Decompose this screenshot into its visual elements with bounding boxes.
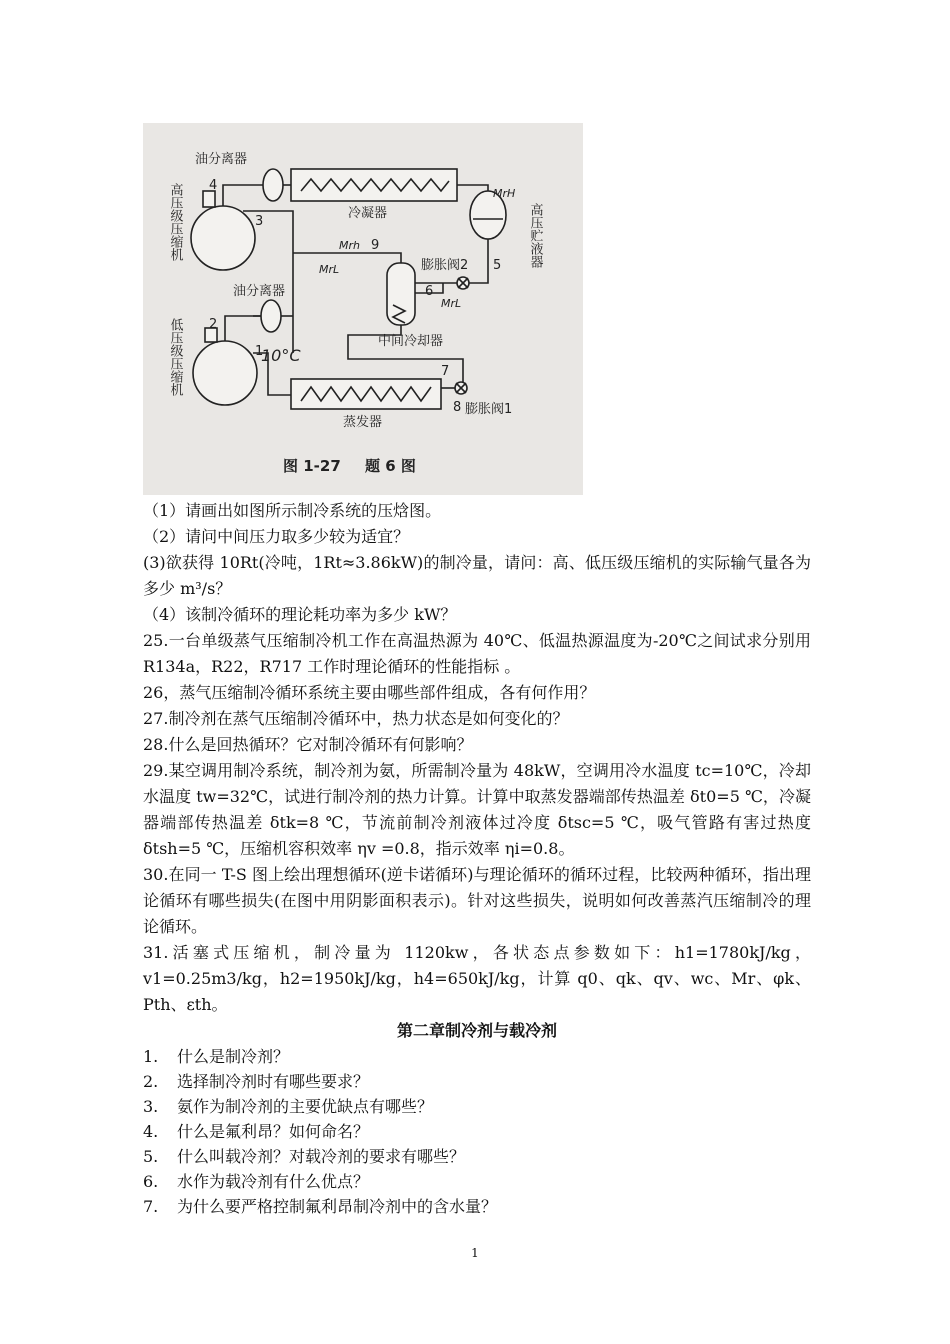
label-expansion-valve-2: 膨胀阀2	[421, 258, 469, 273]
label-oil-separator-bottom: 油分离器	[233, 284, 286, 299]
question-30: 30.在同一 T-S 图上绘出理想循环(逆卡诺循环)与理论循环的循环过程，比较两种循环，指出理论循环有哪些损失(在图中用阴影面积表示)。针对这些损失，说明如何改善蒸汽压缩制冷的理论循环。	[143, 865, 811, 936]
question-4: （4）该制冷循环的理论耗功率为多少 kW？	[143, 605, 457, 624]
list-item-number: 7.	[143, 1197, 159, 1216]
question-29: 29.某空调用制冷系统，制冷剂为氨，所需制冷量为 48kW，空调用冷水温度 tc=10℃，冷却水温度 tw=32℃，试进行制冷剂的热力计算。计算中取蒸发器端部传热温差 δt0=5 ℃，冷凝器端部传热温差 δtk=8 ℃，节流前制冷剂液体过冷度 δtsc=5 ℃，吸气管路有害过热度 δtsh=5 ℃，压缩机容积效率 ηv =0.8，指示效率 ηi=0.8。	[143, 761, 811, 858]
list-item	[143, 1169, 811, 1194]
question-2: （2）请问中间压力取多少较为适宜？	[143, 527, 410, 546]
list-item-text: 什么叫载冷剂？对载冷剂的要求有哪些？	[177, 1147, 466, 1166]
label-point-3: 3	[255, 214, 264, 229]
list-item-text: 什么是制冷剂？	[177, 1047, 290, 1066]
list-item-text: 选择制冷剂时有哪些要求？	[177, 1072, 370, 1091]
question-25: 25.一台单级蒸气压缩制冷机工作在高温热源为 40℃、低温热源温度为-20℃之间试求分别用 R134a，R22，R717 工作时理论循环的性能指标 。	[143, 631, 811, 676]
lp-compressor-shape	[193, 341, 257, 405]
label-point-6: 6	[425, 284, 434, 299]
label-point-4: 4	[209, 178, 218, 193]
list-item-number: 6.	[143, 1172, 159, 1191]
oil-separator-top-shape	[263, 169, 283, 201]
question-28: 28.什么是回热循环？它对制冷循环有何影响？	[143, 735, 473, 754]
label-mrl-a: MrL	[319, 263, 340, 276]
list-item	[143, 1069, 811, 1094]
list-item-number: 5.	[143, 1147, 159, 1166]
page-number: 1	[471, 1246, 479, 1260]
label-point-1: 1	[255, 344, 264, 359]
two-stage-refrigeration-diagram	[143, 123, 583, 495]
list-item	[143, 1144, 811, 1169]
list-item-text: 为什么要严格控制氟利昂制冷剂中的含水量？	[177, 1197, 498, 1216]
label-expansion-valve-1: 膨胀阀1	[465, 402, 513, 417]
label-evaporator: 蒸发器	[343, 415, 383, 430]
list-item	[143, 1094, 811, 1119]
list-item-text: 什么是氟利昂？如何命名？	[177, 1122, 370, 1141]
list-item-number: 2.	[143, 1072, 159, 1091]
label-receiver: 高压贮液器	[527, 203, 543, 268]
list-item-text: 水作为载冷剂有什么优点？	[177, 1172, 370, 1191]
label-point-5: 5	[493, 258, 502, 273]
label-hp-compressor: 高压级压缩机	[167, 183, 183, 261]
question-26: 26，蒸气压缩制冷循环系统主要由哪些部件组成，各有何作用？	[143, 683, 596, 702]
label-point-8: 8	[453, 400, 462, 415]
label-mrh-top: MrH	[493, 187, 516, 200]
label-mrh: Mrh	[339, 239, 360, 252]
chapter-2-title: 第二章制冷剂与载冷剂	[396, 1021, 557, 1040]
refrigeration-diagram-figure	[143, 123, 583, 495]
list-item-text: 氨作为制冷剂的主要优缺点有哪些？	[177, 1097, 434, 1116]
label-mrl-b: MrL	[441, 297, 462, 310]
list-item-number: 3.	[143, 1097, 159, 1116]
list-item-number: 4.	[143, 1122, 159, 1141]
chapter-2-question-list	[143, 1044, 811, 1219]
caption-right: 题 6 图	[365, 457, 416, 475]
label-point-2: 2	[209, 317, 218, 332]
question-27: 27.制冷剂在蒸气压缩制冷循环中，热力状态是如何变化的？	[143, 709, 569, 728]
question-31: 31.活塞式压缩机，制冷量为 1120kw，各状态点参数如下：h1=1780kJ/kg，v1=0.25m3/kg，h2=1950kJ/kg，h4=650kJ/kg，计算 q0、qk、qv、wc、Mr、φk、Pth、εth。	[143, 943, 811, 1014]
label-point-7: 7	[441, 364, 450, 379]
list-item	[143, 1194, 811, 1219]
question-1: （1）请画出如图所示制冷系统的压焓图。	[143, 501, 442, 520]
label-point-9: 9	[371, 238, 380, 253]
label-condenser: 冷凝器	[348, 206, 388, 221]
label-lp-compressor: 低压级压缩机	[167, 318, 183, 396]
list-item	[143, 1044, 811, 1069]
list-item-number: 1.	[143, 1047, 159, 1066]
label-oil-separator-top: 油分离器	[195, 152, 248, 167]
question-3: (3)欲获得 10Rt(冷吨，1Rt≈3.86kW)的制冷量，请问：高、低压级压缩机的实际输气量各为多少 m³/s？	[143, 553, 811, 598]
label-intercooler: 中间冷却器	[378, 334, 444, 349]
caption-left: 图 1-27	[283, 457, 341, 475]
intercooler-shape	[387, 263, 415, 325]
hp-compressor-shape	[191, 206, 255, 270]
list-item	[143, 1119, 811, 1144]
label-temp-note: 10°C	[261, 346, 301, 365]
oil-separator-bottom-shape	[261, 300, 281, 332]
